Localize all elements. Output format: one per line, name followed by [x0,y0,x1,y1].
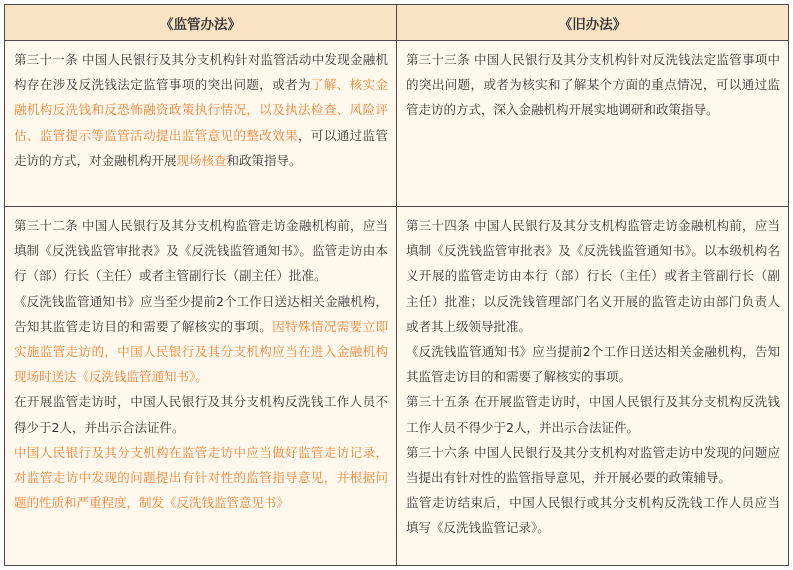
clause-text: 《反洗钱监管通知书》应当至少提前2个工作日送达相关金融机构，告知其监管走访目的和需要了解核实的事项。 [14,293,388,334]
comparison-table [4,4,789,566]
paragraph [406,440,780,490]
cell-row1-old [397,41,788,206]
cell-row1-new [5,41,396,206]
highlighted-text: 现场核查 [176,152,227,168]
header-old-regulation: 《旧办法》 [558,16,627,33]
clause-text: 第三十六条 中国人民银行及其分支机构对监管走访中发现的问题应当提出有针对性的监管指导意见，并开展必要的政策辅导。 [406,444,780,486]
paragraph [14,440,388,516]
paragraph [14,47,388,173]
cell-row2-new [5,207,396,565]
clause-text: 《反洗钱监管通知书》应当提前2个工作日送达相关金融机构，告知其监管走访目的和需要了解核实的事项。 [406,344,780,385]
paragraph [406,389,780,439]
clause-text: 监管走访结束后，中国人民银行或其分支机构反洗钱工作人员应当填写《反洗钱监管记录》。 [406,495,780,536]
paragraph [14,389,388,439]
paragraph [14,289,388,390]
clause-text: 第三十三条 中国人民银行及其分支机构针对反洗钱法定监管事项中的突出问题，或者为核实和了解某个方面的重点情况，可以通过监管走访的方式，深入金融机构开展实地调研和政策指导。 [406,52,780,118]
highlighted-text: 了解、核实金融机构反洗钱和反恐怖融资政策执行情况，以及执法检查、风险评估、监管提示等监管活动提出监管意见的整改效果 [14,77,388,143]
header-new-regulation: 《监管办法》 [160,16,241,33]
clause-text: 第三十五条 在开展监管走访时，中国人民银行及其分支机构反洗钱工作人员不得少于2人，并出示合法证件。 [406,394,780,435]
highlighted-text: 中国人民银行及其分支机构在监管走访中应当做好监管走访记录，对监管走访中发现的问题提出有针对性的监管指导意见，并根据问题的性质和严重程度，制发《反洗钱监管意见书》 [14,444,388,511]
paragraph [406,213,780,339]
paragraph [406,47,780,123]
clause-text: 在开展监管走访时，中国人民银行及其分支机构反洗钱工作人员不得少于2人，并出示合法证件。 [14,394,388,435]
clause-text: 第三十四条 中国人民银行及其分支机构监管走访金融机构前，应当填制《反洗钱监管审批表》及《反洗钱监管通知书》。以本级机构名义开展的监管走访由本行（部）行长（主任）或者主管副行长（副主任）批准；以反洗钱管理部门名义开展的监管走访由部门负责人或者其上级领导批准。 [406,218,780,334]
paragraph [14,213,388,289]
clause-text: 和政策指导。 [226,152,302,168]
clause-text: 第三十二条 中国人民银行及其分支机构监管走访金融机构前，应当填制《反洗钱监管审批表》及《反洗钱监管通知书》。监管走访由本行（部）行长（主任）或者主管副行长（副主任）批准。 [14,218,388,284]
highlighted-text: 因特殊情况需要立即实施监管走访的，中国人民银行及其分支机构应当在进入金融机构现场时送达《反洗钱监管通知书》。 [14,318,388,385]
cell-row2-old [397,207,788,565]
clause-text: 第三十一条 中国人民银行及其分支机构针对监管活动中发现金融机构存在涉及反洗钱法定监管事项的突出问题，或者为 [14,52,388,93]
clause-text: ，可以通过监管走访的方式，对金融机构开展 [14,127,388,168]
paragraph [406,339,780,389]
paragraph [406,490,780,540]
